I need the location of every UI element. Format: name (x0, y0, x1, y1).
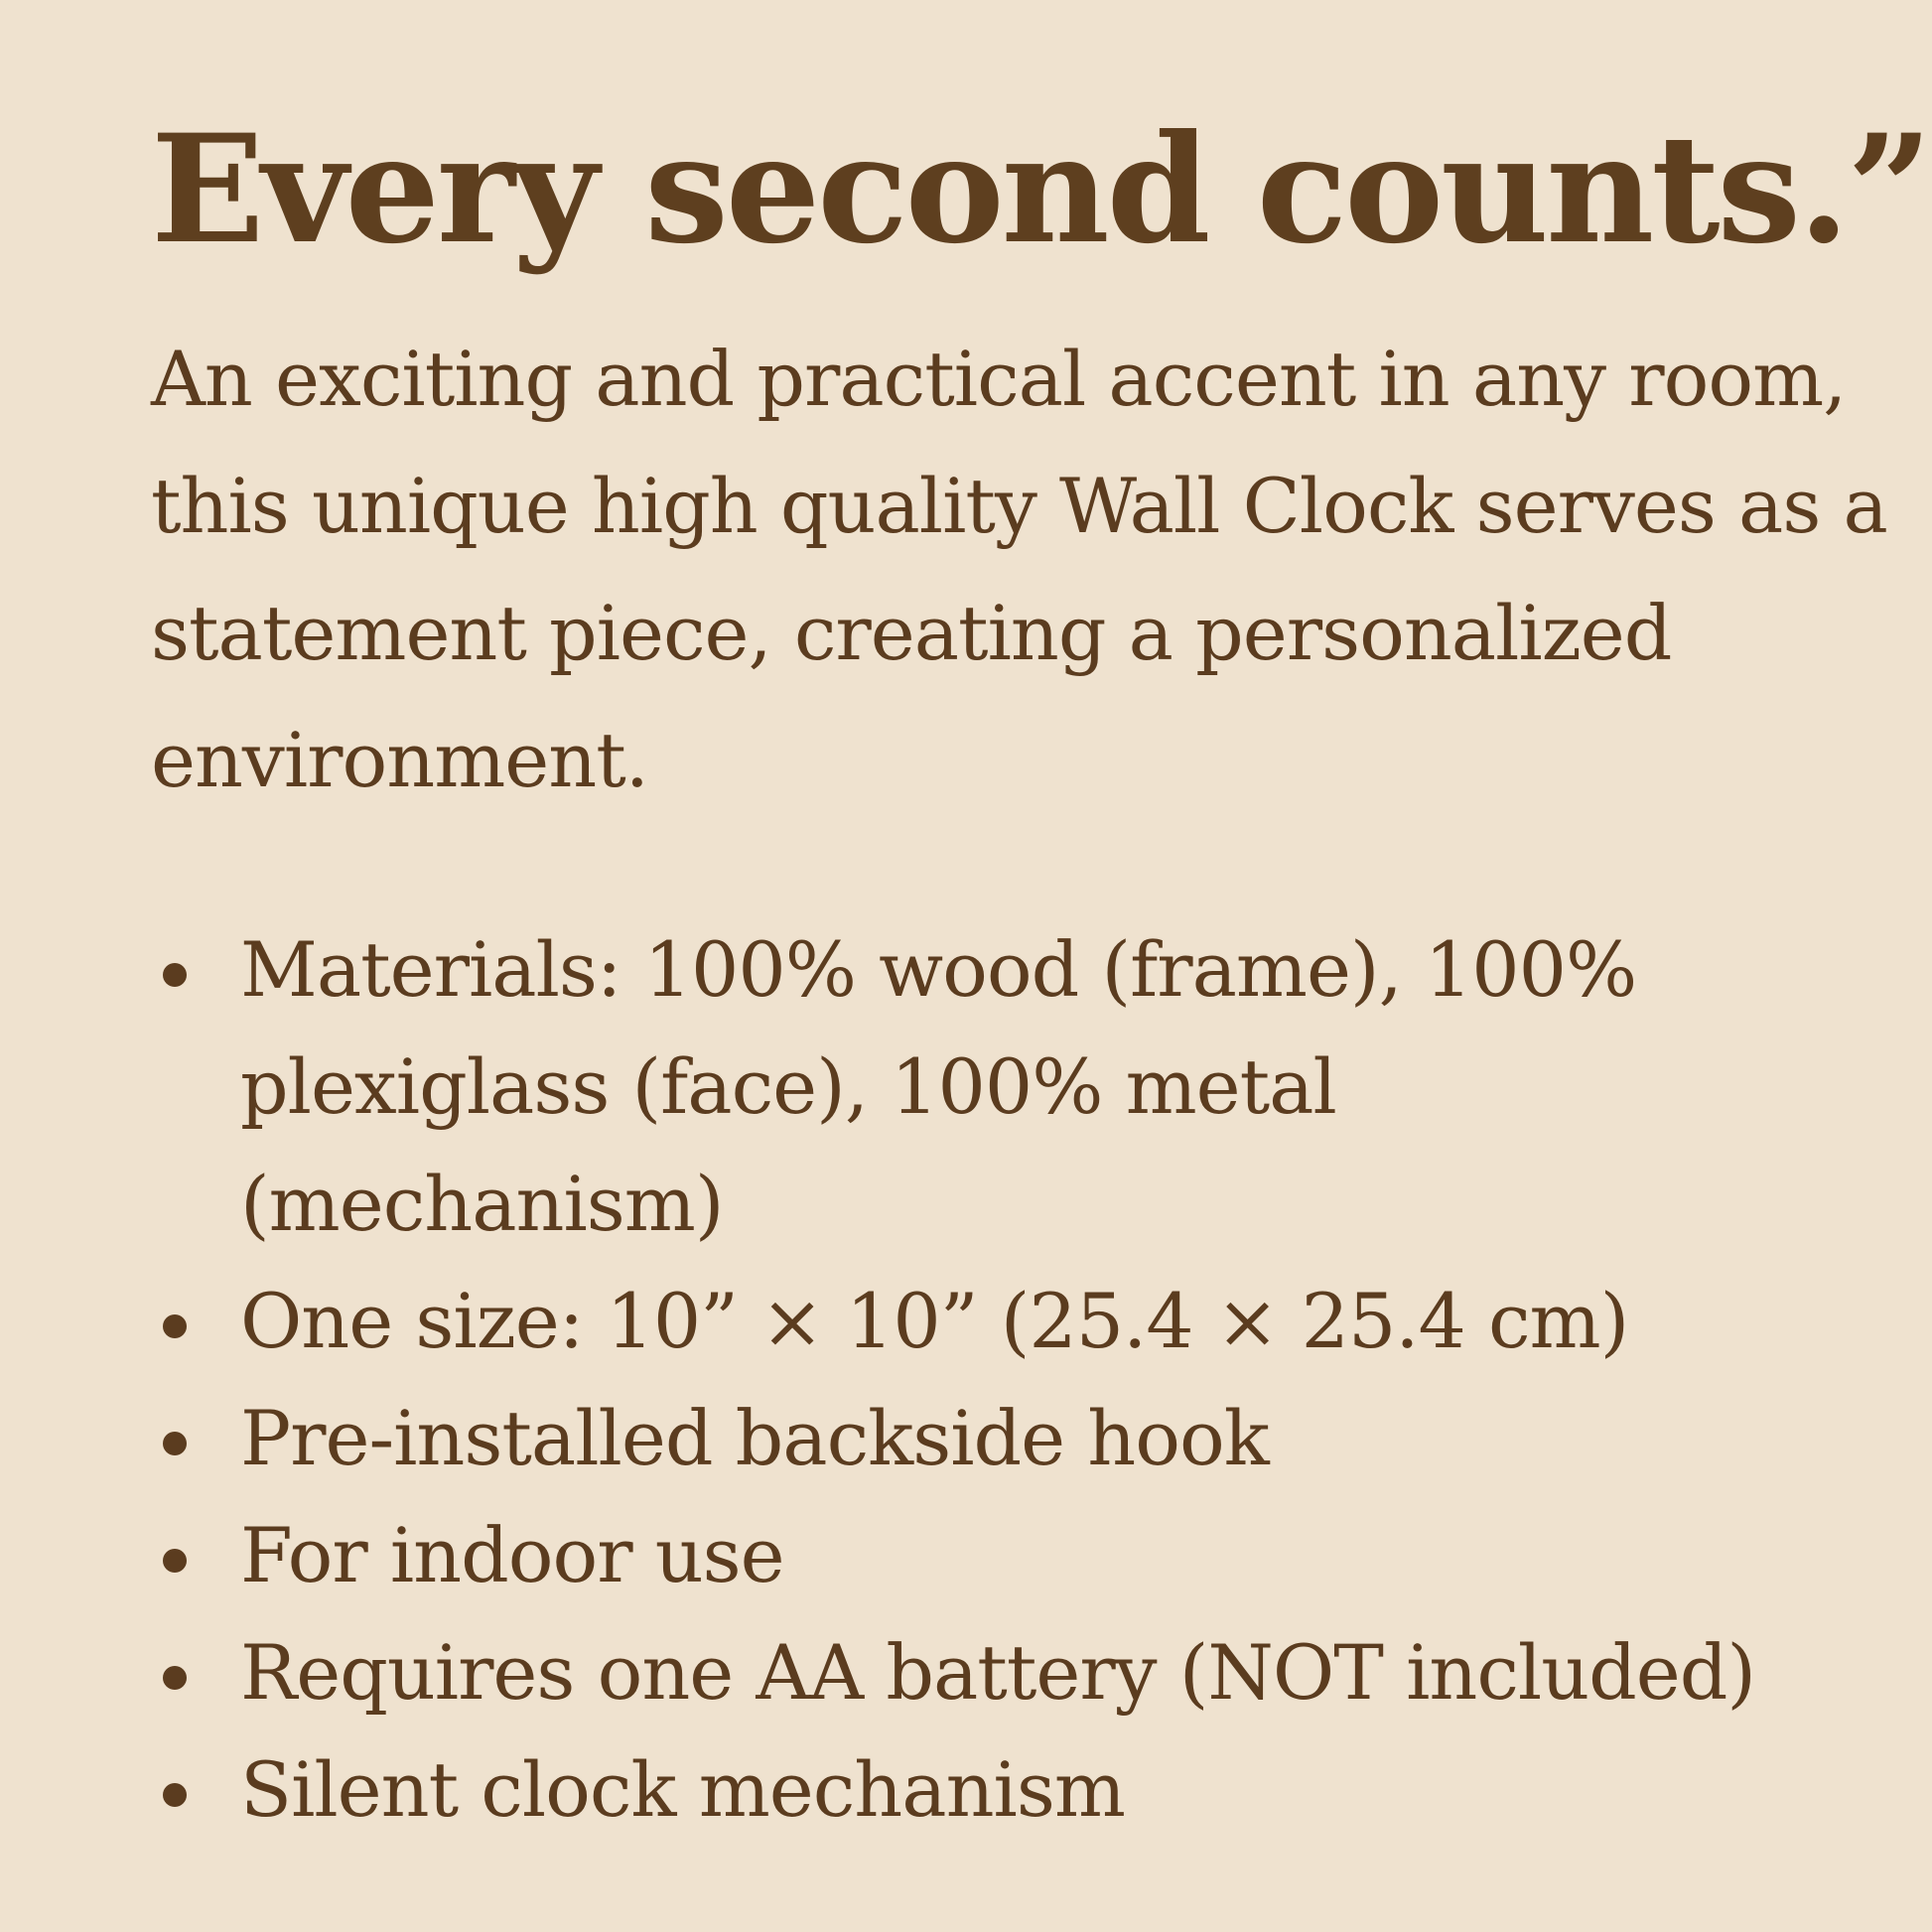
headline: Every second counts.” (151, 102, 1930, 277)
bullet-icon (163, 1549, 187, 1573)
list-item (151, 1614, 1839, 1731)
feature-text: Materials: 100% wood (frame), 100% plexiglass (face), 100% metal (mechanism) (240, 924, 1637, 1248)
list-item (151, 1380, 1839, 1497)
list-item (151, 1263, 1839, 1380)
bullet-icon (163, 1666, 187, 1690)
feature-text: Pre-installed backside hook (240, 1393, 1269, 1482)
feature-list (151, 911, 1839, 1849)
product-description: An exciting and practical accent in any room, this unique high quality Wall Clock serves as a statement piece, creating a personalized environment. (151, 334, 1887, 804)
bullet-icon (163, 1783, 187, 1807)
list-item (151, 911, 1839, 1263)
feature-text: Requires one AA battery (NOT included) (240, 1627, 1756, 1717)
bullet-icon (163, 963, 187, 987)
feature-text: Silent clock mechanism (240, 1744, 1125, 1834)
feature-text: One size: 10” × 10” (25.4 × 25.4 cm) (240, 1276, 1629, 1365)
feature-text: For indoor use (240, 1510, 784, 1599)
list-item (151, 1731, 1839, 1849)
bullet-icon (163, 1432, 187, 1455)
bullet-icon (163, 1314, 187, 1338)
list-item (151, 1497, 1839, 1614)
